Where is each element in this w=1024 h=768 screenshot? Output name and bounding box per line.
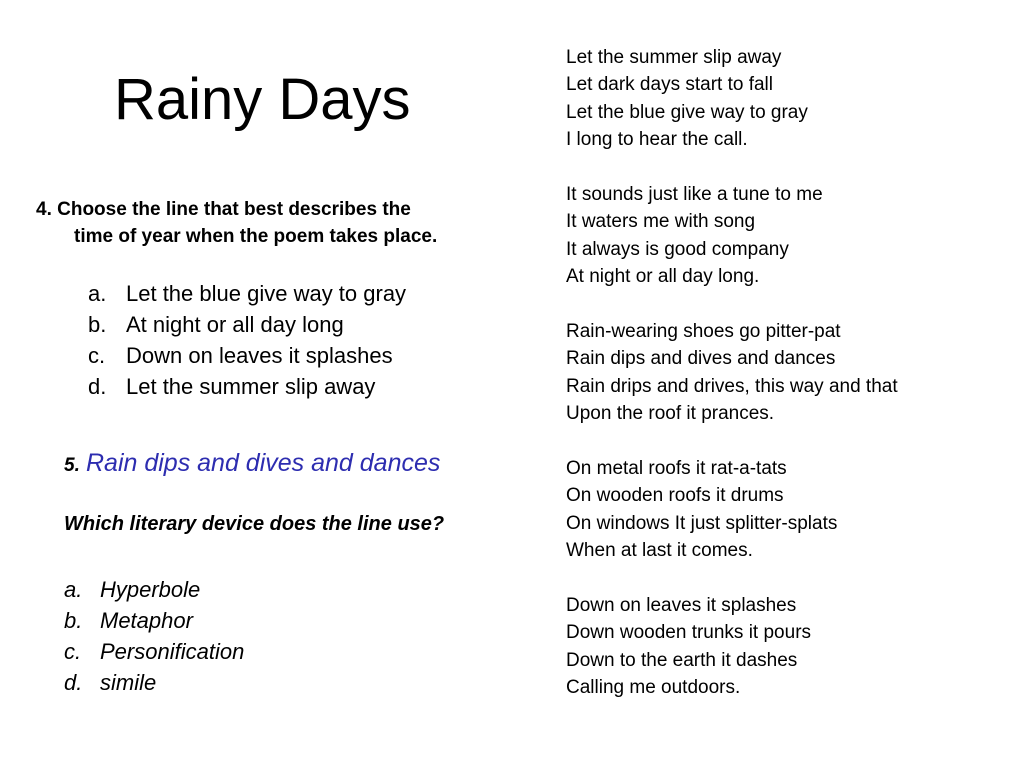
option-text: Let the summer slip away	[126, 374, 376, 399]
option-letter: c.	[64, 639, 82, 664]
poem-stanza-4	[566, 455, 1016, 565]
question-4-option-d	[88, 371, 406, 402]
question-4-option-c	[88, 340, 406, 371]
page-title: Rainy Days	[114, 67, 411, 132]
poem-line: I long to hear the call.	[566, 129, 748, 151]
poem-line: Rain-wearing shoes go pitter-pat	[566, 321, 841, 343]
poem-line: Let the blue give way to gray	[566, 101, 808, 123]
option-letter: d.	[64, 670, 83, 695]
poem-stanza-2	[566, 181, 1016, 291]
poem-line: When at last it comes.	[566, 540, 753, 562]
question-4-option-b	[88, 309, 406, 340]
poem-line: Down to the earth it dashes	[566, 649, 798, 671]
poem-line: It always is good company	[566, 238, 789, 260]
question-5-number: 5.	[64, 455, 80, 476]
option-letter: a.	[64, 577, 83, 602]
question-4-option-a	[88, 278, 406, 309]
question-4-text-line-2: time of year when the poem takes place.	[74, 226, 438, 247]
poem-stanza-5	[566, 592, 1016, 702]
question-5-option-b	[64, 605, 244, 636]
option-text: At night or all day long	[126, 312, 344, 337]
question-5-option-a	[64, 574, 244, 605]
poem-line: Let the summer slip away	[566, 47, 782, 68]
question-5-header	[64, 448, 440, 481]
poem-line: Down on leaves it splashes	[566, 595, 797, 617]
option-letter: c.	[88, 343, 106, 368]
question-5-options	[64, 574, 244, 698]
option-text: Let the blue give way to gray	[126, 281, 407, 306]
poem-line: It waters me with song	[566, 211, 756, 233]
option-text: Metaphor	[100, 608, 193, 633]
option-text: Personification	[100, 639, 245, 664]
poem-line: Down wooden trunks it pours	[566, 622, 812, 644]
poem-line: On windows It just splitter-splats	[566, 512, 838, 534]
question-5-prompt: Which literary device does the line use?	[64, 513, 445, 535]
poem-line: At night or all day long.	[566, 266, 760, 288]
option-text: Down on leaves it splashes	[126, 343, 393, 368]
poem-line: It sounds just like a tune to me	[566, 184, 823, 206]
question-4	[36, 196, 536, 250]
poem-line: Calling me outdoors.	[566, 677, 741, 699]
option-text: simile	[100, 670, 157, 695]
question-5-option-d	[64, 667, 244, 698]
question-5-option-c	[64, 636, 244, 667]
question-5-quote: Rain dips and dives and dances	[85, 449, 441, 477]
option-letter: a.	[88, 281, 107, 306]
option-text: Hyperbole	[100, 577, 201, 602]
poem-line: Rain dips and dives and dances	[566, 348, 836, 370]
poem-line: Upon the roof it prances.	[566, 403, 775, 425]
option-letter: b.	[64, 608, 83, 633]
poem	[566, 44, 1016, 702]
poem-line: On wooden roofs it drums	[566, 485, 784, 507]
poem-stanza-3	[566, 318, 1016, 428]
option-letter: d.	[88, 374, 107, 399]
question-4-text-line-1: 4. Choose the line that best describes the	[36, 199, 411, 220]
poem-stanza-1	[566, 44, 1016, 154]
poem-line: Rain drips and drives, this way and that	[566, 375, 898, 397]
option-letter: b.	[88, 312, 107, 337]
poem-line: On metal roofs it rat-a-tats	[566, 458, 787, 480]
poem-line: Let dark days start to fall	[566, 74, 773, 96]
question-4-options	[88, 278, 406, 402]
